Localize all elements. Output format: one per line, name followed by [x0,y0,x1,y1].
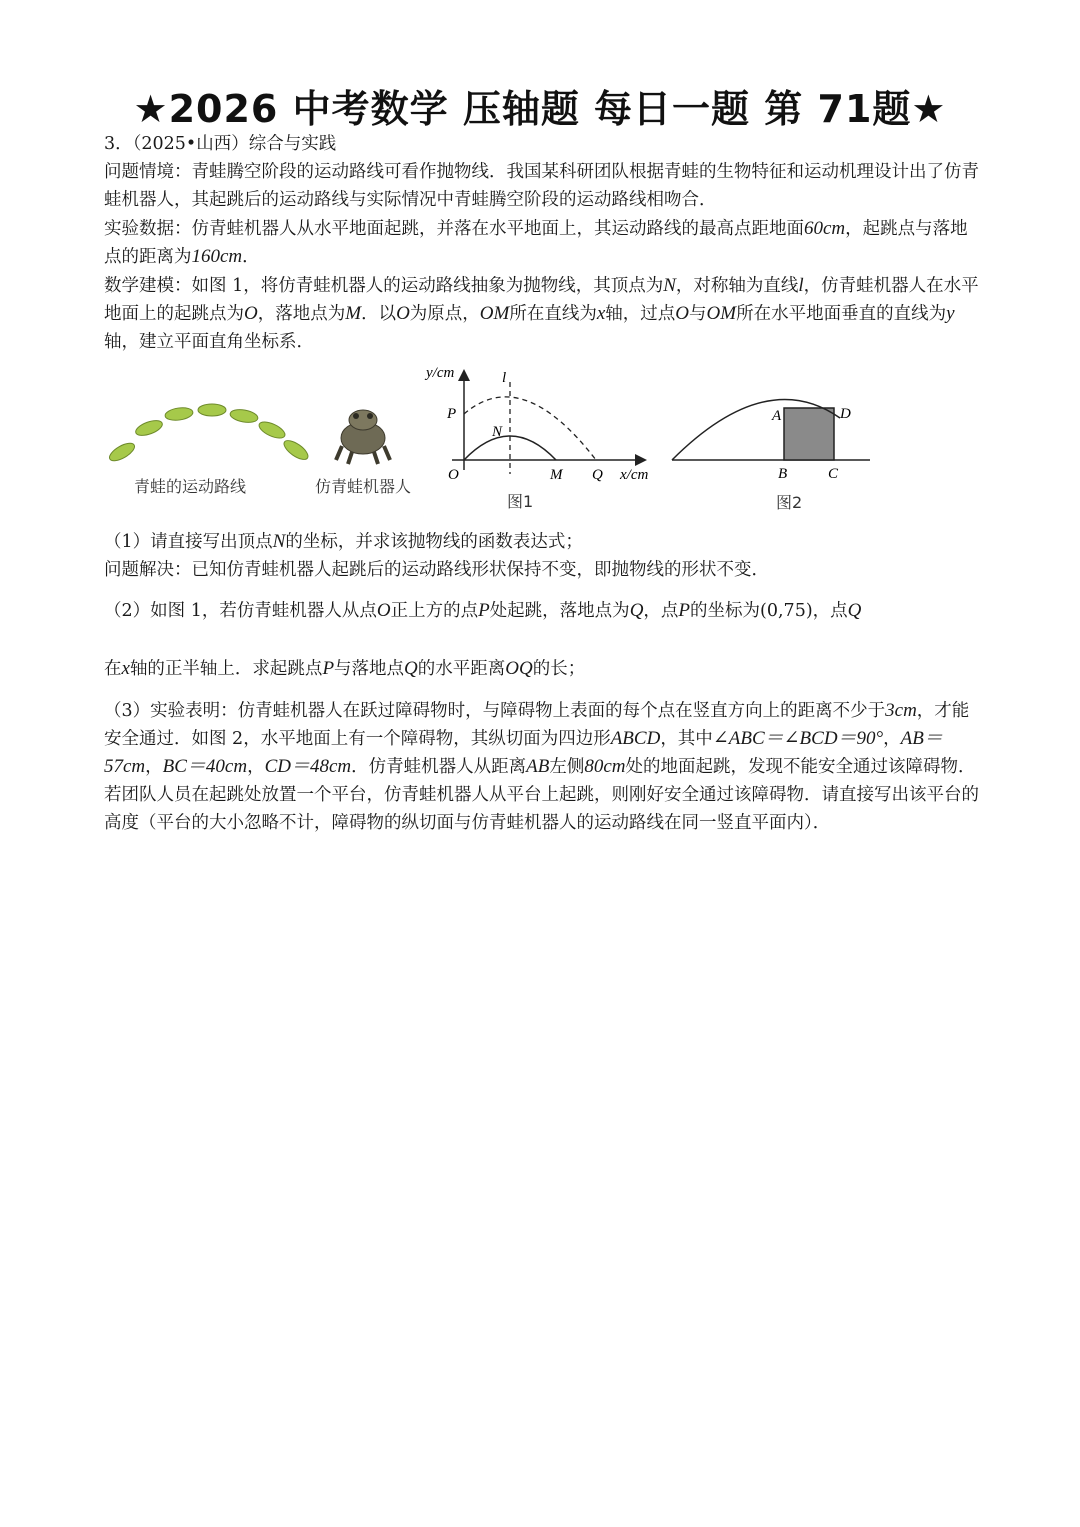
fig1-l-label: l [502,370,507,386]
problem-source: （2025•山西） [132,134,249,154]
fig2-B-label: B [778,466,788,482]
question-1: （1）请直接写出顶点N的坐标，并求该抛物线的函数表达式； [104,531,583,552]
figure-1 [426,362,684,512]
robot-caption: 仿青蛙机器人 [315,477,412,496]
fig1-N-label: N [492,424,503,440]
robot-frog-illustration [332,402,394,466]
frog-path-caption: 青蛙的运动路线 [134,477,247,496]
frog-shape-3 [164,406,193,422]
data-paragraph: 实验数据：仿青蛙机器人从水平地面起跳，并落在水平地面上，其运动路线的最高点距地面60cm，起跳点与落地点的距离为160cm． [104,218,968,267]
frog-shape-4 [198,404,226,416]
problem-number: 3． [104,134,133,154]
problem-type: 综合与实践 [248,134,337,154]
situation-paragraph: 问题情境：青蛙腾空阶段的运动路线可看作抛物线．我国某科研团队根据青蛙的生物特征和运动机理设计出了仿青蛙机器人，其起跳后的运动路线与实际情况中青蛙腾空阶段的运动路线相吻合． [104,162,979,210]
fig2-caption: 图2 [776,493,803,512]
frog-shape-1 [107,440,137,464]
frog-shape-7 [281,437,311,463]
fig1-Q-label: Q [592,467,603,483]
fig2-A-label: A [772,408,782,424]
fig1-x-axis-label: x/cm [620,467,649,483]
model-paragraph: 数学建模：如图 1，将仿青蛙机器人的运动路线抽象为抛物线，其顶点为N，对称轴为直线l，仿青蛙机器人在水平地面上的起跳点为O，落地点为M．以O为原点，OM所在直线为x轴，过点O与OM所在水平地面垂直的直线为y轴，建立平面直角坐标系． [104,275,979,352]
fig2-D-label: D [840,406,851,422]
question-2-line-1: （2）如图 1，若仿青蛙机器人从点O正上方的点P处起跳，落地点为Q，点P的坐标为(0,75)，点Q [104,600,862,621]
fig1-parabola-PQ [464,397,596,460]
figure-row [104,362,874,520]
figure-2 [670,362,874,512]
frog-path-illustration [104,400,314,470]
problem-solving-paragraph: 问题解决：已知仿青蛙机器人起跳后的运动路线形状保持不变，即抛物线的形状不变． [104,560,769,580]
frog-shape-5 [229,408,259,425]
frog-shape-2 [134,418,164,439]
question-2-line-2: 在x轴的正半轴上．求起跳点P与落地点Q的水平距离OQ的长； [104,658,586,679]
fig1-y-axis-label: y/cm [426,365,455,381]
page-title: ★2026 中考数学 压轴题 每日一题 第 71题★ [133,87,947,131]
fig1-M-label: M [550,467,563,483]
fig1-O-label: O [448,467,459,483]
question-3: （3）实验表明：仿青蛙机器人在跃过障碍物时，与障碍物上表面的每个点在竖直方向上的距离不少于3cm，才能安全通过．如图 2，水平地面上有一个障碍物，其纵切面为四边形ABCD，其中∠ABC＝∠BCD＝90°，AB＝57cm，BC＝40cm，CD＝48cm．仿青蛙机器人从距离AB左侧80cm处的地面起跳，发现不能安全通过该障碍物．若团队人员在起跳处放置一个平台，仿青蛙机器人从平台上起跳，则刚好安全通过该障碍物．请直接写出该平台的高度（平台的大小忽略不计，障碍物的纵切面与仿青蛙机器人的运动路线在同一竖直平面内）． [104,700,979,833]
fig2-C-label: C [828,466,839,482]
fig1-caption: 图1 [507,492,534,511]
frog-shape-6 [257,419,287,442]
fig2-obstacle-ABCD [784,408,834,460]
problem-header [104,130,984,158]
fig1-P-label: P [447,406,457,422]
